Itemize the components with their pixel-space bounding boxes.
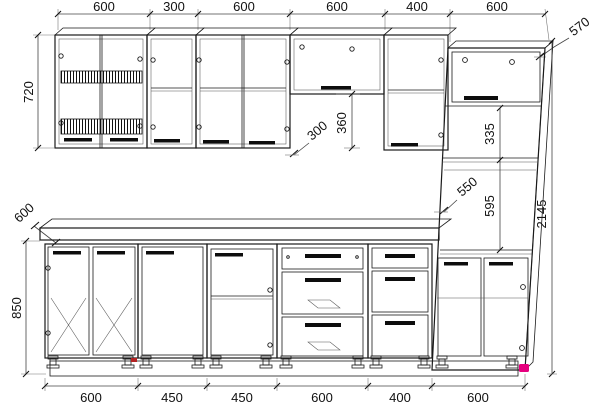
red-marker	[131, 358, 137, 362]
wall-height-dim-label: 720	[21, 81, 36, 103]
counter-depth-dim-label: 600	[10, 199, 38, 226]
niche-width-dim-label: 550	[453, 173, 481, 200]
door-handle	[215, 253, 243, 257]
plinth-and-legs	[47, 356, 518, 376]
wall-cabinet-600	[196, 28, 298, 148]
hinge-hole	[285, 60, 289, 64]
door-handle	[154, 139, 180, 143]
door-handle	[64, 138, 92, 142]
door-handle	[53, 251, 81, 255]
hinge-hole	[463, 58, 468, 63]
drawer-handle	[305, 254, 341, 258]
base-cabinet-600-doors	[45, 244, 138, 358]
hinge-hole	[510, 60, 515, 65]
hinge-hole	[151, 125, 155, 129]
hinge-hole	[350, 47, 354, 51]
magenta-marker	[519, 364, 529, 372]
bottom-dim-label-2: 450	[161, 390, 183, 405]
base-door	[211, 249, 273, 355]
bottom-dim-label-6: 600	[467, 390, 489, 405]
adjustable-leg	[506, 356, 518, 368]
door-handle	[391, 143, 418, 147]
hinge-hole	[521, 285, 526, 290]
tall-depth-dim-label: 570	[566, 13, 593, 39]
hinge-hole	[285, 127, 289, 131]
screw-hole	[287, 256, 290, 259]
bottom-dim-label-4: 600	[311, 390, 333, 405]
drawer-handle	[305, 323, 341, 327]
wall-cabinet-400	[384, 28, 456, 150]
wall-cabinet-600-dishrack	[55, 28, 155, 148]
screw-hole	[356, 256, 359, 259]
base-cabinet-400-drawers	[368, 244, 432, 358]
hinge-hole	[300, 45, 304, 49]
hinge-hole	[197, 125, 201, 129]
plinth-band	[50, 361, 518, 376]
bottom-dim-label-3: 450	[231, 390, 253, 405]
drawer-handle	[305, 278, 341, 282]
top-dim-label-5: 400	[406, 0, 428, 14]
adjustable-leg	[436, 356, 448, 368]
countertop	[40, 219, 451, 240]
bottom-dimension-chain	[42, 374, 528, 405]
top-dim-label-3: 600	[233, 0, 255, 14]
drawer-front	[282, 248, 363, 269]
drawer-handle	[385, 277, 415, 281]
drawer-handle	[385, 254, 415, 258]
tall-upper-section-dim-label: 335	[482, 123, 497, 145]
niche-height-dim-label: 595	[482, 195, 497, 217]
door-handle	[203, 140, 229, 144]
tall-flip-door	[452, 52, 540, 102]
hood-gap-dim-label: 360	[334, 112, 349, 134]
top-dim-label-6: 600	[486, 0, 508, 14]
top-dim-label-1: 600	[93, 0, 115, 14]
bottom-dim-label-1: 600	[80, 390, 102, 405]
drawer-inner-box	[308, 342, 340, 350]
bottom-dim-label-5: 400	[389, 390, 411, 405]
base-height-dim-label: 850	[9, 297, 24, 319]
tall-base-door-right	[484, 258, 528, 356]
hinge-hole	[520, 346, 525, 351]
wall-cabinet-600-horizontal	[290, 28, 392, 94]
dish-rack-upper	[61, 71, 142, 83]
door-handle	[249, 141, 275, 145]
left-dimensions	[9, 32, 60, 377]
flip-door-handle	[464, 96, 498, 100]
door-handle	[97, 251, 125, 255]
door-handle	[444, 262, 468, 266]
door-handle	[110, 138, 138, 142]
dish-rack-lower	[61, 119, 142, 134]
drawer-inner-box	[308, 300, 340, 308]
right-dimensions	[534, 14, 592, 377]
base-door	[93, 247, 135, 355]
hinge-hole	[268, 288, 272, 292]
base-door	[142, 247, 203, 355]
top-dim-label-2: 300	[163, 0, 185, 14]
top-dimension-chain	[55, 0, 549, 42]
hinge-hole	[268, 343, 272, 347]
wall-depth-dim-label: 300	[303, 117, 331, 144]
hinge-hole	[138, 57, 142, 61]
hinge-hole	[439, 58, 443, 62]
top-dim-label-4: 600	[326, 0, 348, 14]
total-height-dim-label: 2145	[534, 199, 549, 229]
hinge-hole	[151, 58, 155, 62]
inner-dimensions-wall	[285, 91, 360, 157]
flip-door-handle	[321, 86, 351, 90]
base-cabinet-450-b	[207, 244, 277, 358]
tall-base-door-left	[438, 258, 481, 356]
hinge-hole	[197, 58, 201, 62]
hinge-hole	[59, 54, 63, 58]
hinge-hole	[439, 133, 443, 137]
base-cabinet-450-a	[138, 244, 207, 358]
base-door	[48, 247, 89, 355]
base-cabinet-600-drawers	[277, 244, 368, 358]
door-handle	[489, 262, 513, 266]
door-handle	[146, 251, 174, 255]
drawer-handle	[385, 321, 415, 325]
